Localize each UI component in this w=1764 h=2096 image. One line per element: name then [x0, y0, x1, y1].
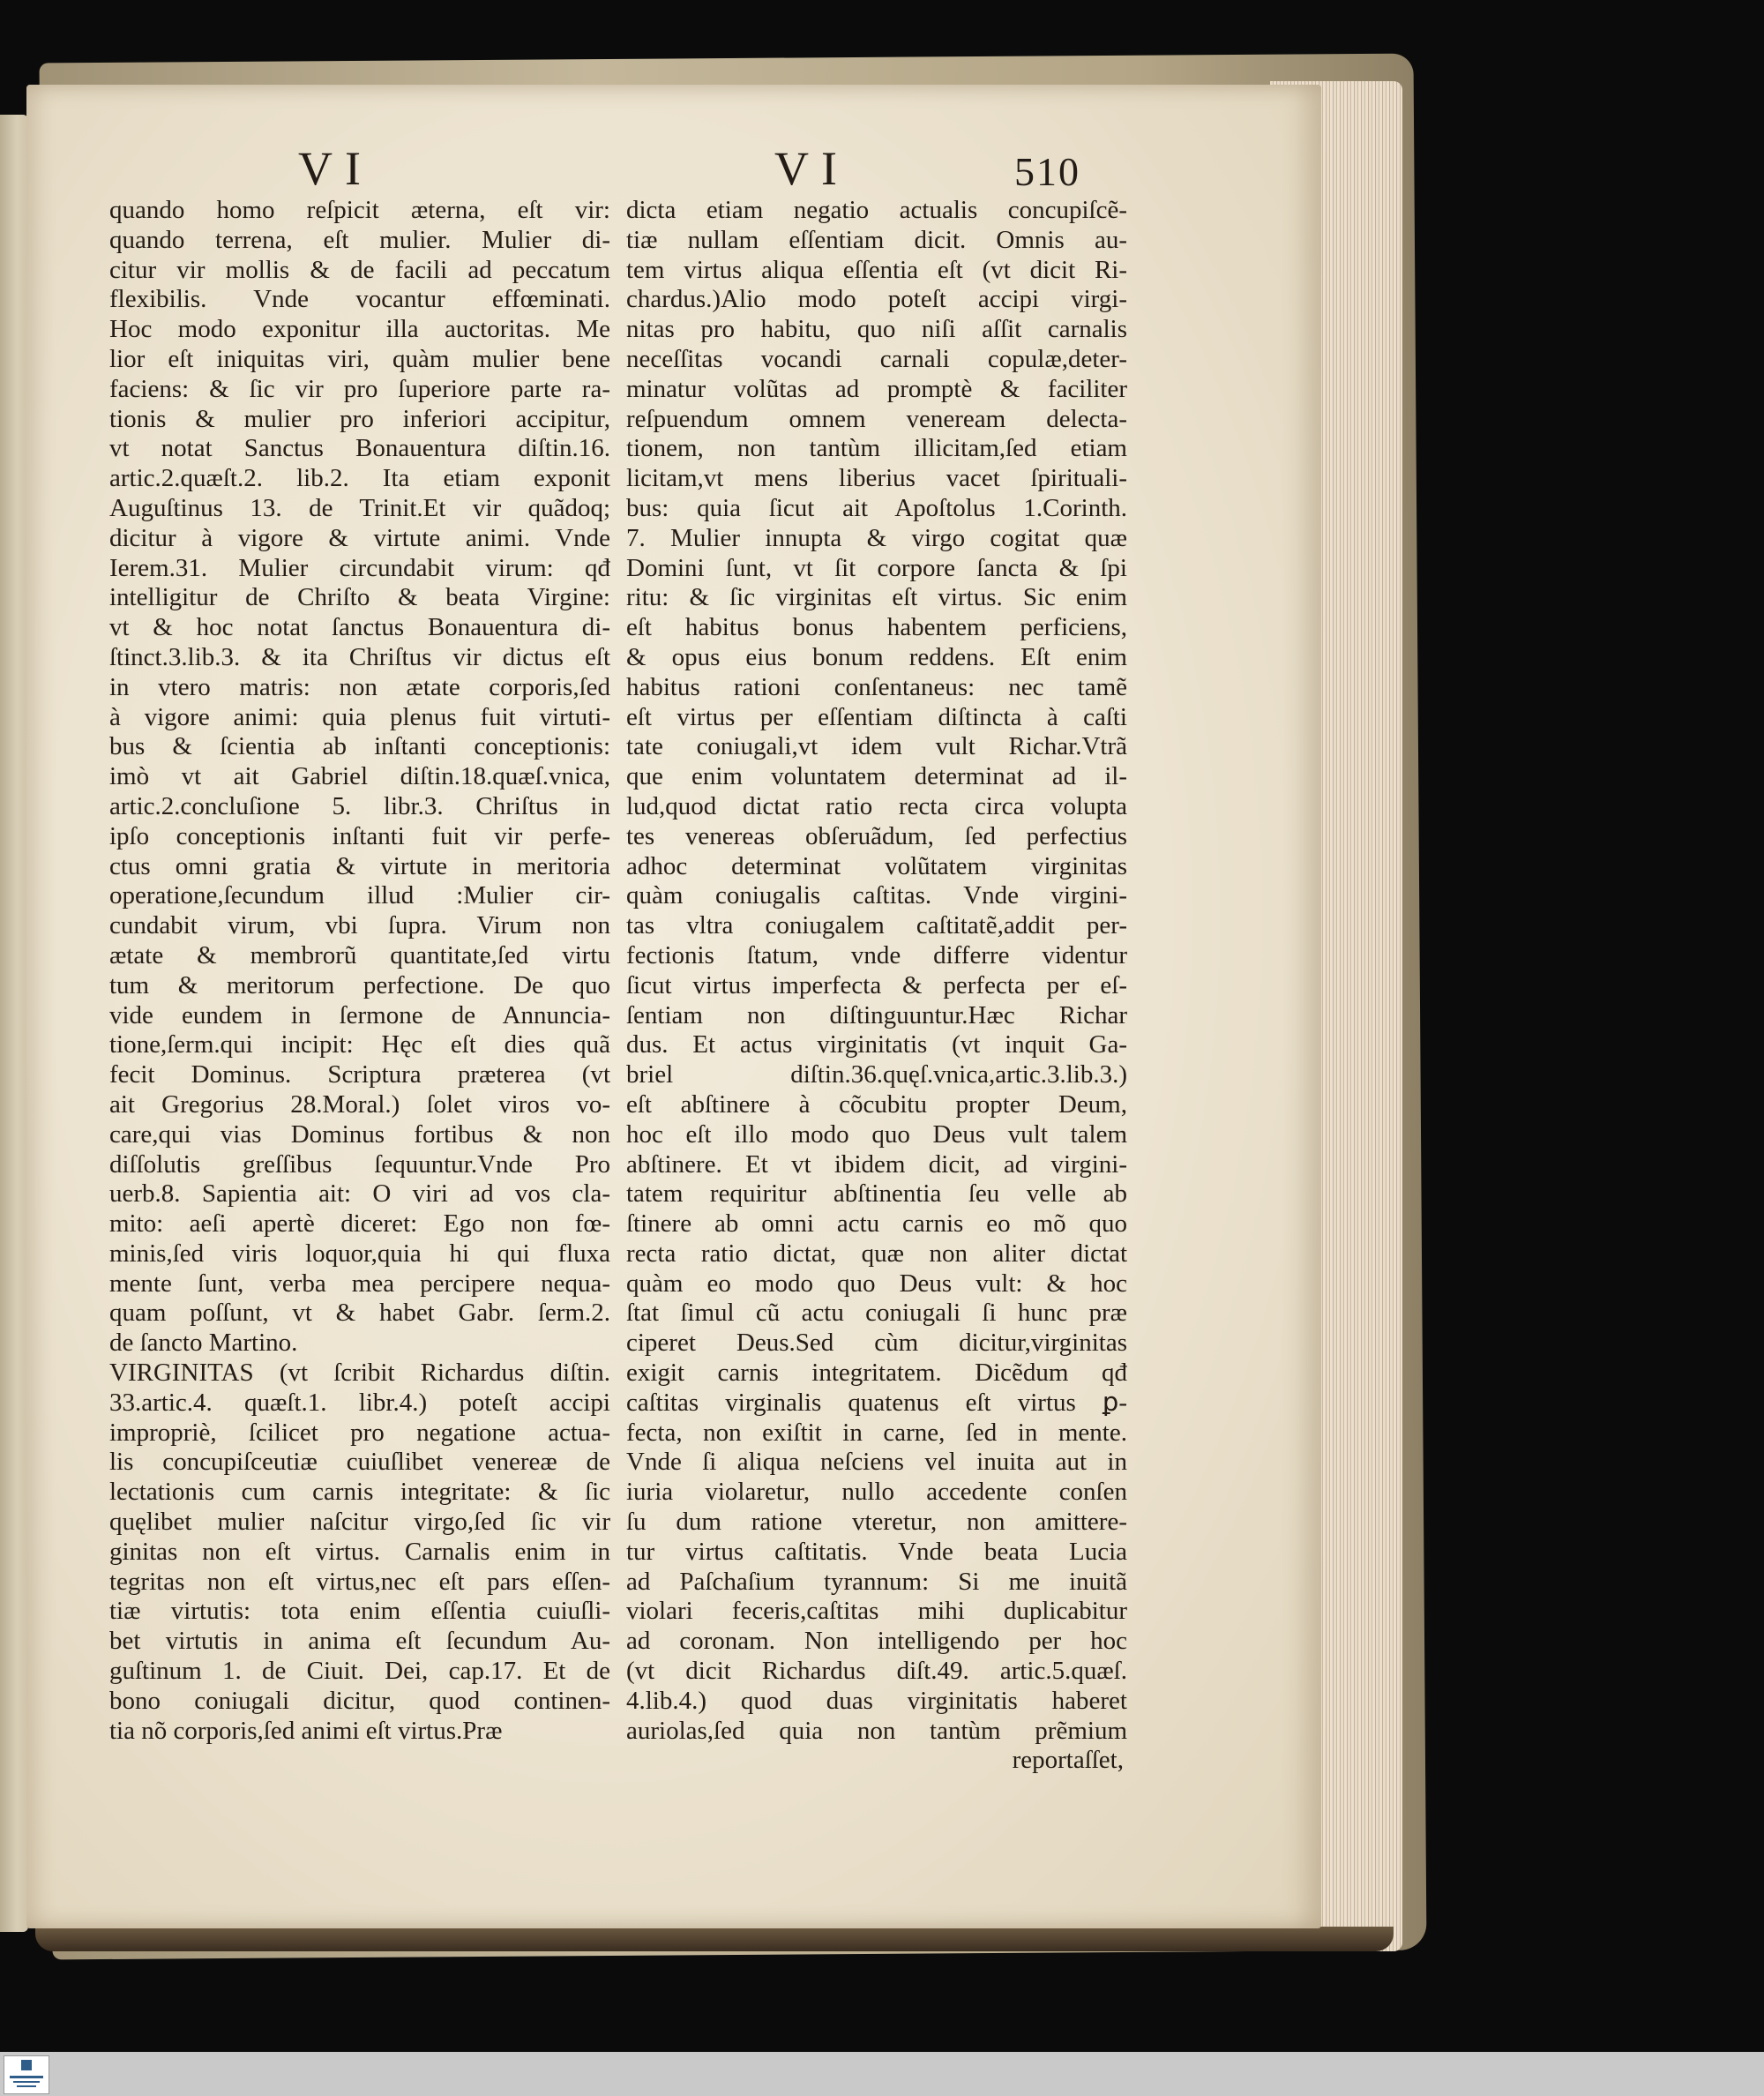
right-column-line: ad coronam. Non intelligendo per hoc [626, 1627, 1127, 1656]
left-column-line: faciens: & ſic vir pro ſuperiore parte ra- [109, 374, 610, 403]
left-column-line: diſſolutis greſſibus ſequuntur.Vnde Pro [109, 1149, 610, 1179]
page-number: 510 [1014, 149, 1080, 194]
right-column-line: recta ratio dictat, quæ non aliter dictat [626, 1239, 1127, 1268]
left-column-line: citur vir mollis & de facili ad peccatum [109, 255, 610, 284]
right-column-line: Domini ſunt, vt ſit corpore ſancta & ſpi [626, 553, 1127, 582]
left-column-line: operatione,ſecundum illud :Mulier cir- [109, 881, 610, 910]
right-column-line: reportaſſet, [1012, 1746, 1124, 1775]
right-column-line: tate coniugali,vt idem vult Richar.Vtrã [626, 732, 1127, 761]
library-logo-icon [4, 2055, 49, 2094]
left-column-line: tegritas non eſt virtus,nec eſt pars eſſen- [109, 1567, 610, 1596]
right-column-line: ſentiam non diſtinguuntur.Hæc Richar [626, 1000, 1127, 1029]
left-column-line: guſtinum 1. de Ciuit. Dei, cap.17. Et de [109, 1657, 610, 1686]
left-column-line: quando homo reſpicit æterna, eſt vir: [109, 196, 610, 224]
left-column-line: intelligitur de Chriſto & beata Virgine: [109, 583, 610, 612]
left-column-line: VIRGINITAS (vt ſcribit Richardus diſtin. [109, 1359, 610, 1388]
right-column-line: ſtinere ab omni actu carnis eo mõ quo [626, 1209, 1127, 1239]
left-column-line: à vigore animi: quia plenus fuit virtuti- [109, 702, 610, 731]
left-column-line: Ierem.31. Mulier circundabit virum: qđ [109, 553, 610, 582]
left-column-line: fecit Dominus. Scriptura præterea (vt [109, 1060, 610, 1089]
right-column-line: briel diſtin.36.quęſ.vnica,artic.3.lib.3.) [626, 1060, 1127, 1089]
left-column-line: cundabit virum, vbi ſupra. Virum non [109, 911, 610, 940]
right-column-line: ſtat ſimul cũ actu coniugali ſi hunc præ [626, 1299, 1127, 1328]
left-column-line: quam poſſunt, vt & habet Gabr. ſerm.2. [109, 1299, 610, 1328]
right-column-line: minatur volũtas ad promptè & faciliter [626, 374, 1127, 403]
right-column-line: dus. Et actus virginitatis (vt inquit Ga- [626, 1030, 1127, 1059]
left-column-line: artic.2.quæſt.2. lib.2. Ita etiam exponit [109, 464, 610, 493]
right-column-line: 4.lib.4.) quod duas virginitatis haberet [626, 1686, 1127, 1715]
left-column-line: 33.artic.4. quæſt.1. libr.4.) poteſt accipi [109, 1388, 610, 1417]
right-column-line: 7. Mulier innupta & virgo cogitat quæ [626, 523, 1127, 552]
left-column-line: tiæ virtutis: tota enim eſſentia cuiuſli- [109, 1597, 610, 1626]
left-column-line: ſtinct.3.lib.3. & ita Chriſtus vir dictus eſt [109, 642, 610, 671]
left-column-line: mente ſunt, verba mea percipere nequa- [109, 1269, 610, 1298]
left-column-line: bus & ſcientia ab inſtanti conceptionis: [109, 732, 610, 761]
right-column-line: abſtinere. Et vt ibidem dicit, ad virgini- [626, 1149, 1127, 1179]
left-column-line: lectationis cum carnis integritate: & ſic [109, 1478, 610, 1507]
right-column-line: fecta, non exiſtit in carne, ſed in mente. [626, 1418, 1127, 1447]
page-bottom-shadow [35, 1927, 1394, 1951]
right-column-line: ritu: & ſic virginitas eſt virtus. Sic enim [626, 583, 1127, 612]
left-column-line: lis concupiſceutiæ cuiuſlibet venereæ de [109, 1448, 610, 1477]
right-column-line: licitam,vt mens liberius vacet ſpirituali- [626, 464, 1127, 493]
left-column-line: care,qui vias Dominus fortibus & non [109, 1119, 610, 1149]
left-column-line: ait Gregorius 28.Moral.) ſolet viros vo- [109, 1089, 610, 1119]
left-column-line: mito: aeſi apertè diceret: Ego non fœ- [109, 1209, 610, 1239]
right-column-line: auriolas,ſed quia non tantùm prẽmium [626, 1716, 1127, 1745]
viewer-footer-bar [0, 2052, 1764, 2096]
right-column-line: violari feceris,caſtitas mihi duplicabitur [626, 1597, 1127, 1626]
left-column-line: dicitur à vigore & virtute animi. Vnde [109, 523, 610, 552]
right-column-line: tatem requiritur abſtinentia ſeu velle ab [626, 1179, 1127, 1209]
left-column-line: vt notat Sanctus Bonauentura diſtin.16. [109, 434, 610, 463]
right-column-line: (vt dicit Richardus diſt.49. artic.5.quæſ. [626, 1657, 1127, 1686]
right-column-line: que enim voluntatem determinat ad il- [626, 762, 1127, 791]
left-column-line: imò vt ait Gabriel diſtin.18.quæſ.vnica, [109, 762, 610, 791]
right-column-line: Vnde ſi aliqua neſciens vel inuita aut in [626, 1448, 1127, 1477]
left-column-line: artic.2.concluſione 5. libr.3. Chriſtus in [109, 791, 610, 820]
right-column-line: tem virtus aliqua eſſentia eſt (vt dicit Ri- [626, 255, 1127, 284]
left-column-line: ipſo conceptionis inſtanti fuit vir perfe- [109, 821, 610, 850]
right-column-line: iuria violaretur, nullo accedente conſen [626, 1478, 1127, 1507]
left-column-line: flexibilis. Vnde vocantur effœminati. [109, 285, 610, 314]
running-head-left: VI [298, 142, 373, 195]
running-head-right: VI [774, 142, 849, 195]
right-column-line: ciperet Deus.Sed cùm dicitur,virginitas [626, 1329, 1127, 1358]
right-column-line: caſtitas virginalis quatenus eſt virtus ꝑ- [626, 1388, 1127, 1417]
right-column-line: exigit carnis integritatem. Dicẽdum qđ [626, 1359, 1127, 1388]
right-column-line: hoc eſt illo modo quo Deus vult talem [626, 1119, 1127, 1149]
right-column-line: tiæ nullam eſſentiam dicit. Omnis au- [626, 225, 1127, 254]
right-column-line: eſt abſtinere à cõcubitu propter Deum, [626, 1089, 1127, 1119]
left-column-line: Auguſtinus 13. de Trinit.Et vir quãdoq; [109, 493, 610, 522]
facing-page-edge [0, 115, 28, 1932]
right-column-line: & opus eius bonum reddens. Eſt enim [626, 642, 1127, 671]
left-column-line: bet virtutis in anima eſt ſecundum Au- [109, 1627, 610, 1656]
right-column-line: fectionis ſtatum, vnde differre videntur [626, 940, 1127, 969]
right-column-line: eſt habitus bonus habentem perficiens, [626, 613, 1127, 642]
left-column-line: quando terrena, eſt mulier. Mulier di- [109, 225, 610, 254]
left-column-line: bono coniugali dicitur, quod continen- [109, 1686, 610, 1715]
right-column-line: tes venereas obſeruãdum, ſed perfectius [626, 821, 1127, 850]
right-column [626, 196, 1127, 1776]
right-column-line: dicta etiam negatio actualis concupiſcẽ- [626, 196, 1127, 224]
left-column-line: uerb.8. Sapientia ait: O viri ad vos cla- [109, 1179, 610, 1209]
left-column [109, 196, 610, 1746]
left-column-line: ginitas non eſt virtus. Carnalis enim in [109, 1537, 610, 1566]
right-column-line: ſu dum ratione vteretur, non amittere- [626, 1508, 1127, 1537]
left-column-line: ætate & membrorũ quantitate,ſed virtu [109, 940, 610, 969]
left-column-line: impropriè, ſcilicet pro negatione actua- [109, 1418, 610, 1447]
right-column-line: reſpuendum omnem veneream delecta- [626, 404, 1127, 433]
right-column-line: neceſſitas vocandi carnali copulæ,deter- [626, 344, 1127, 373]
left-column-line: tione,ſerm.qui incipit: Hęc eſt dies quã [109, 1030, 610, 1059]
right-column-line: quàm eo modo quo Deus vult: & hoc [626, 1269, 1127, 1298]
left-column-line: tionis & mulier pro inferiori accipitur, [109, 404, 610, 433]
left-column-line: tia nõ corporis,ſed animi eſt virtus.Præ [109, 1716, 503, 1745]
right-column-line: eſt virtus per eſſentiam diſtincta à caſti [626, 702, 1127, 731]
right-column-line: ad Paſchaſium tyrannum: Si me inuitã [626, 1567, 1127, 1596]
right-column-line: ſicut virtus imperfecta & perfecta per eſ- [626, 970, 1127, 999]
right-column-line: chardus.)Alio modo poteſt accipi virgi- [626, 285, 1127, 314]
left-column-line: tum & meritorum perfectione. De quo [109, 970, 610, 999]
left-column-line: ctus omni gratia & virtute in meritoria [109, 851, 610, 880]
left-column-line: de ſancto Martino. [109, 1329, 298, 1358]
right-column-line: tur virtus caſtitatis. Vnde beata Lucia [626, 1537, 1127, 1566]
right-column-line: tas vltra coniugalem caſtitatẽ,addit per- [626, 911, 1127, 940]
left-column-line: quęlibet mulier naſcitur virgo,ſed ſic vir [109, 1508, 610, 1537]
right-column-line: habitus rationi conſentaneus: nec tamẽ [626, 672, 1127, 701]
right-column-line: bus: quia ſicut ait Apoſtolus 1.Corinth. [626, 493, 1127, 522]
right-column-line: lud,quod dictat ratio recta circa volupta [626, 791, 1127, 820]
left-column-line: Hoc modo exponitur illa auctoritas. Me [109, 315, 610, 344]
left-column-line: vt & hoc notat ſanctus Bonauentura di- [109, 613, 610, 642]
right-column-line: nitas pro habitu, quo niſi aſſit carnalis [626, 315, 1127, 344]
left-column-line: lior eſt iniquitas viri, quàm mulier bene [109, 344, 610, 373]
left-column-line: minis,ſed viris loquor,quia hi qui fluxa [109, 1239, 610, 1268]
left-column-line: in vtero matris: non ætate corporis,ſed [109, 672, 610, 701]
left-column-line: vide eundem in ſermone de Annuncia- [109, 1000, 610, 1029]
right-column-line: tionem, non tantùm illicitam,ſed etiam [626, 434, 1127, 463]
right-column-line: quàm coniugalis caſtitas. Vnde virgini- [626, 881, 1127, 910]
right-column-line: adhoc determinat volũtatem virginitas [626, 851, 1127, 880]
